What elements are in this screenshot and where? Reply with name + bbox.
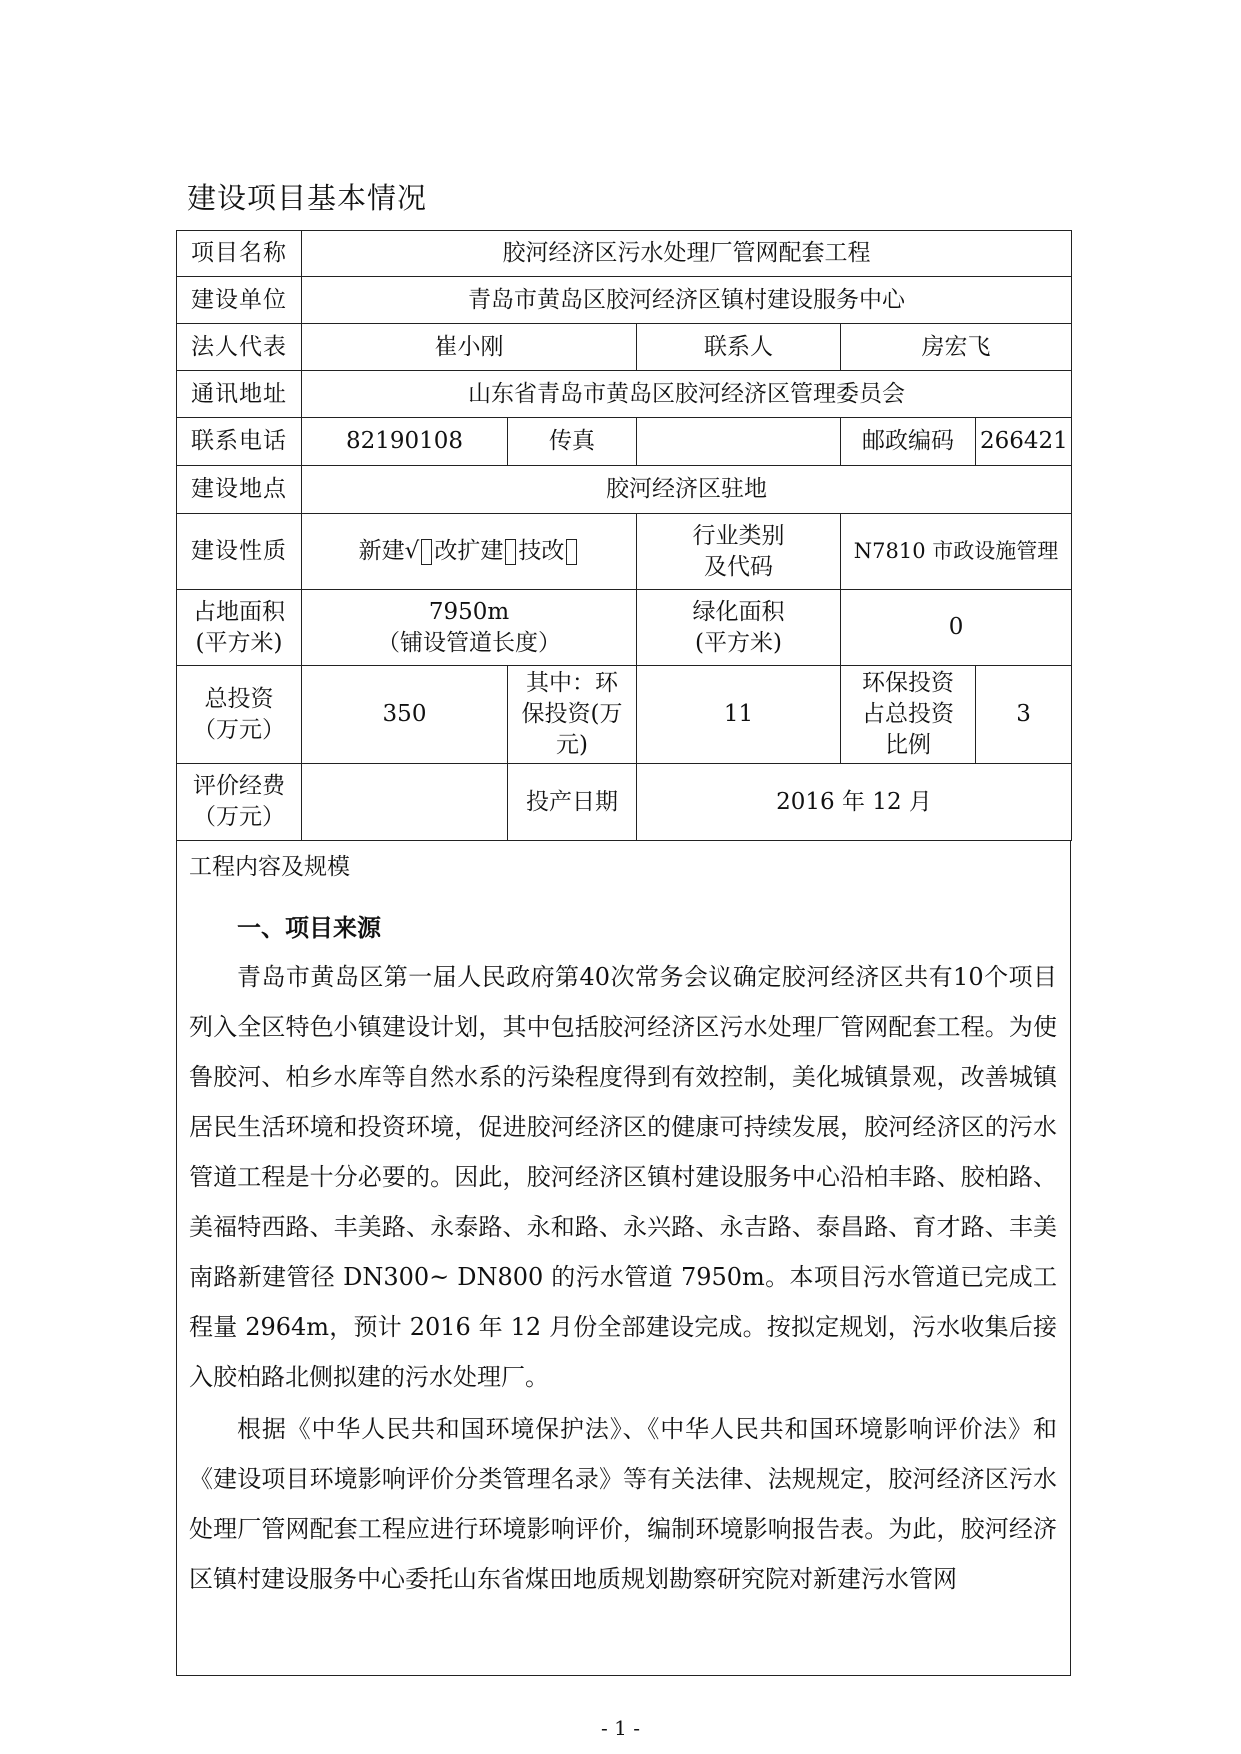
green-label-line-1: 绿化面积 [692, 598, 785, 625]
industry-label [637, 514, 841, 590]
green-label [637, 590, 841, 666]
builder-value: 青岛市黄岛区胶河经济区镇村建设服务中心 [302, 277, 1072, 324]
area-value-line-2: （铺设管道长度） [377, 629, 561, 656]
nature-tech-text: 技改 [518, 538, 565, 564]
phone-value: 82190108 [302, 418, 508, 466]
industry-value: N7810 市政设施管理 [841, 514, 1072, 590]
project-name-label: 项目名称 [177, 231, 302, 277]
industry-label-line-2: 及代码 [704, 553, 773, 580]
nature-new-text: 新建 [358, 538, 405, 564]
project-content-section [176, 840, 1071, 1676]
fax-value [637, 418, 841, 466]
site-value: 胶河经济区驻地 [302, 466, 1072, 514]
nature-new-checkbox: √ [404, 538, 420, 564]
eval-fee-label [177, 764, 302, 841]
fax-label: 传真 [508, 418, 637, 466]
ratio-label-line-2: 占总投资 [862, 701, 954, 727]
postcode-value: 266421 [976, 418, 1072, 466]
page-number: - 1 - [601, 1716, 640, 1740]
eval-fee-value [302, 764, 508, 841]
green-label-line-2: (平方米) [695, 629, 782, 656]
nature-rebuild-checkbox [505, 539, 516, 565]
env-invest-label-line-1: 其中：环 [526, 670, 618, 696]
eval-fee-label-line-2: （万元） [193, 804, 285, 830]
phone-label: 联系电话 [177, 418, 302, 466]
project-name-value: 胶河经济区污水处理厂管网配套工程 [302, 231, 1072, 277]
invest-value: 350 [302, 666, 508, 764]
legal-rep-label: 法人代表 [177, 324, 302, 371]
nature-label: 建设性质 [177, 514, 302, 590]
eval-fee-label-line-1: 评价经费 [193, 773, 285, 799]
env-invest-label [508, 666, 637, 764]
env-invest-label-line-3: 元) [556, 732, 588, 758]
invest-label-line-1: 总投资 [204, 685, 274, 712]
ratio-value: 3 [976, 666, 1072, 764]
area-label [177, 590, 302, 666]
builder-label: 建设单位 [177, 277, 302, 324]
industry-label-line-1: 行业类别 [692, 522, 785, 549]
project-info-table [176, 230, 1072, 841]
ratio-label-line-3: 比例 [885, 732, 931, 758]
green-value: 0 [841, 590, 1072, 666]
site-label: 建设地点 [177, 466, 302, 514]
legal-rep-value: 崔小刚 [302, 324, 637, 371]
heading-project-source: 一、项目来源 [237, 914, 381, 942]
prod-date-value: 2016 年 12 月 [637, 764, 1072, 841]
env-invest-value: 11 [637, 666, 841, 764]
section-label: 工程内容及规模 [189, 854, 350, 880]
invest-label [177, 666, 302, 764]
nature-rebuild-text: 改扩建 [434, 538, 504, 564]
postcode-label: 邮政编码 [841, 418, 976, 466]
nature-value [302, 514, 637, 590]
nature-tech-checkbox [566, 539, 577, 565]
prod-date-label: 投产日期 [508, 764, 637, 841]
address-value: 山东省青岛市黄岛区胶河经济区管理委员会 [302, 371, 1072, 418]
area-value-line-1: 7950m [428, 598, 510, 625]
ratio-label [841, 666, 976, 764]
contact-value: 房宏飞 [841, 324, 1072, 371]
page-title: 建设项目基本情况 [187, 181, 428, 215]
body-text [189, 952, 1057, 1606]
area-label-line-1: 占地面积 [193, 598, 285, 625]
env-invest-label-line-2: 保投资(万 [521, 701, 623, 727]
area-value [302, 590, 637, 666]
nature-new-box [421, 539, 432, 565]
invest-label-line-2: （万元） [193, 716, 285, 743]
ratio-label-line-1: 环保投资 [862, 670, 954, 696]
contact-label: 联系人 [637, 324, 841, 371]
address-label: 通讯地址 [177, 371, 302, 418]
paragraph: 青岛市黄岛区第一届人民政府第40次常务会议确定胶河经济区共有10个项目列入全区特色小镇建设计划，其中包括胶河经济区污水处理厂管网配套工程。为使鲁胶河、柏乡水库等自然水系的污染程度得到有效控制，美化城镇景观，改善城镇居民生活环境和投资环境，促进胶河经济区的健康可持续发展，胶河经济区的污水管道工程是十分必要的。因此，胶河经济区镇村建设服务中心沿柏丰路、胶柏路、美福特西路、丰美路、永泰路、永和路、永兴路、永吉路、泰昌路、育才路、丰美南路新建管径 DN300~ DN800 的污水管道 7950m。本项目污水管道已完成工程量 2964m，预计 2016 年 12 月份全部建设完成。按拟定规划，污水收集后接入胶柏路北侧拟建的污水处理厂。 [189, 963, 1057, 1391]
paragraph: 根据《中华人民共和国环境保护法》、《中华人民共和国环境影响评价法》和《建设项目环境影响评价分类管理名录》等有关法律、法规规定，胶河经济区污水处理厂管网配套工程应进行环境影响评价，编制环境影响报告表。为此，胶河经济区镇村建设服务中心委托山东省煤田地质规划勘察研究院对新建污水管网 [189, 1415, 1057, 1593]
area-label-line-2: (平方米) [195, 629, 283, 656]
